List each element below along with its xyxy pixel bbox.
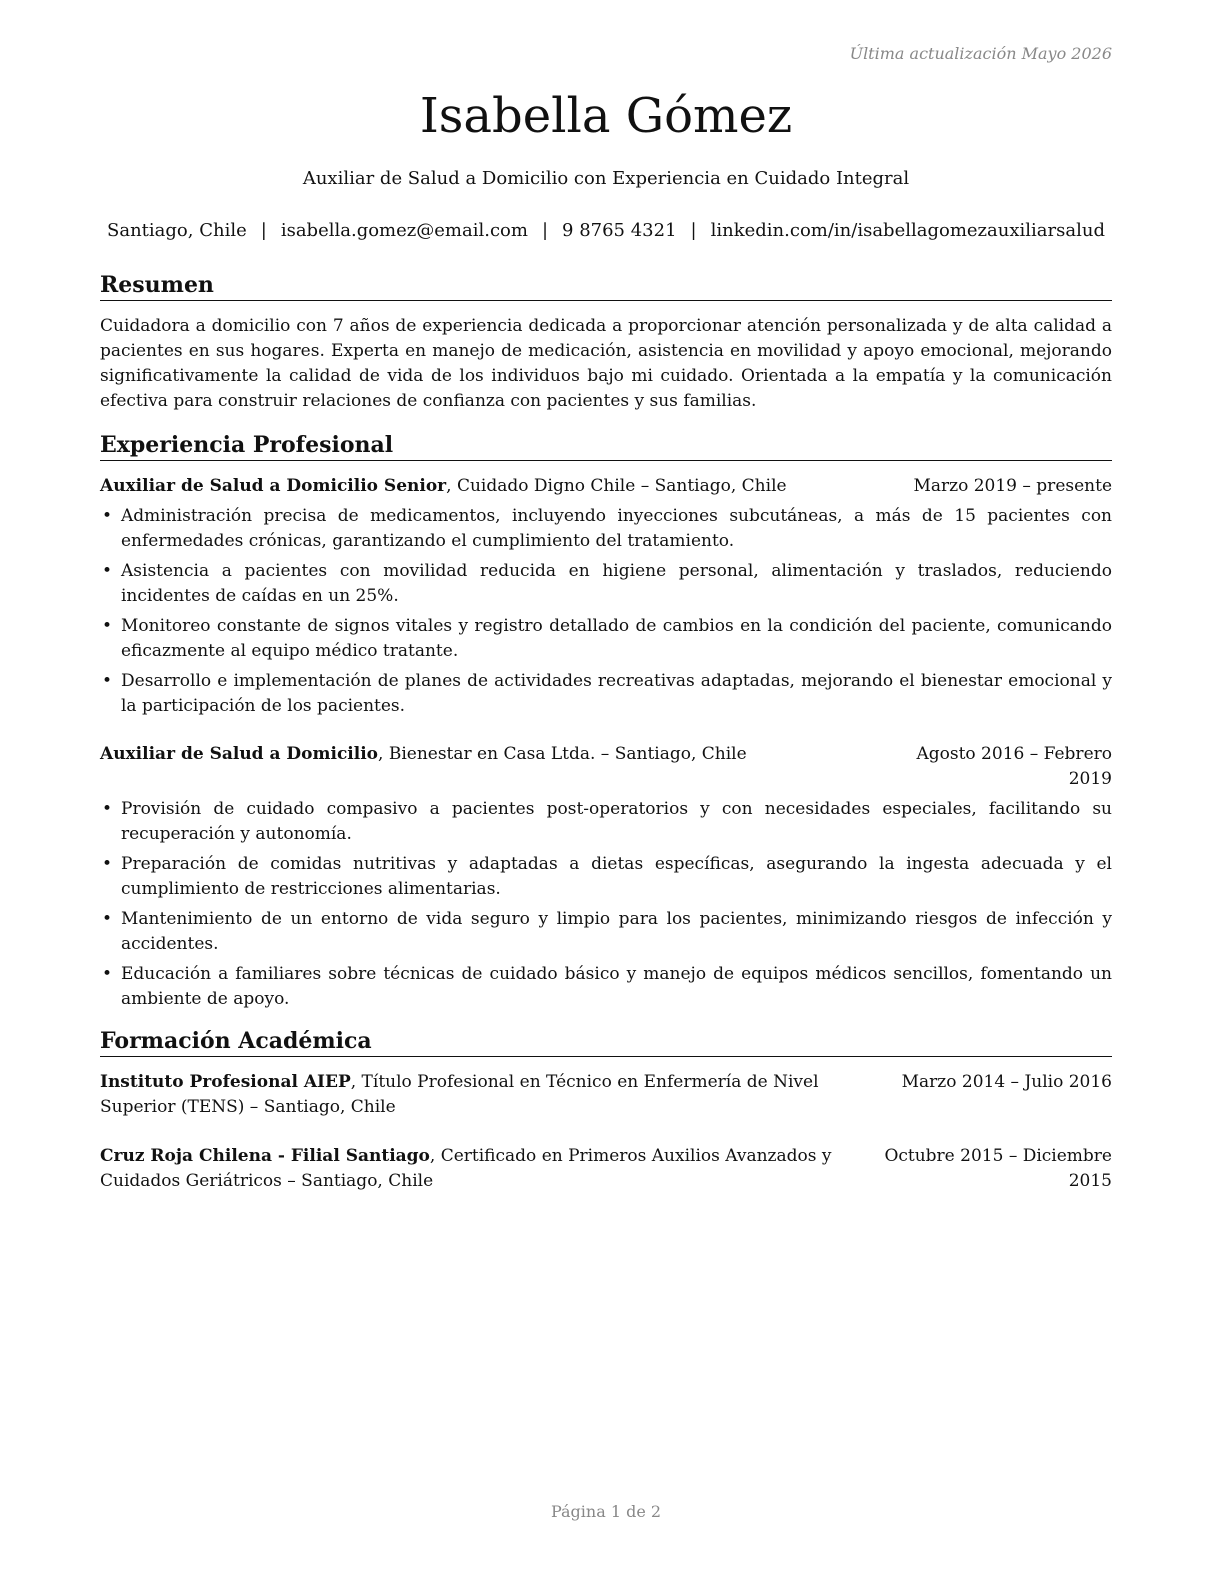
- list-item: • Provisión de cuidado compasivo a pacientes post-operatorios y con necesidades especiales, facilitando su recuperación y autonomía.: [100, 797, 1112, 847]
- education-item: [100, 1144, 1112, 1194]
- job-role: Auxiliar de Salud a Domicilio: [100, 744, 379, 764]
- contact-phone: 9 8765 4321: [562, 220, 677, 241]
- education-institution: Cruz Roja Chilena - Filial Santiago: [100, 1146, 430, 1166]
- list-item: • Mantenimiento de un entorno de vida seguro y limpio para los pacientes, minimizando riesgos de infección y accidentes.: [100, 907, 1112, 957]
- job-date: Agosto 2016 – Febrero 2019: [916, 744, 1112, 789]
- job-role: Auxiliar de Salud a Domicilio Senior: [100, 476, 447, 496]
- contact-separator: |: [260, 220, 267, 241]
- contact-line: [100, 220, 1112, 241]
- list-item: • Educación a familiares sobre técnicas de cuidado básico y manejo de equipos médicos sencillos, fomentando un ambiente de apoyo.: [100, 962, 1112, 1012]
- job-title-line: [100, 474, 787, 499]
- job-company: , Cuidado Digno Chile – Santiago, Chile: [446, 476, 787, 496]
- contact-separator: |: [541, 220, 549, 241]
- job-title-line: [100, 742, 747, 767]
- education-date: Octubre 2015 – Diciembre 2015: [872, 1144, 1112, 1194]
- job-date: Marzo 2019 – presente: [913, 476, 1112, 496]
- job-bullets: [100, 504, 1112, 724]
- page-number: Página 1 de 2: [550, 1502, 662, 1521]
- summary-text: Cuidadora a domicilio con 7 años de experiencia dedicada a proporcionar atención personalizada y de alta calidad a pacientes en sus hogares. Experta en manejo de medicación, asistencia en movilidad y apoyo emocional, mejorando significativamente la calidad de vida de los individuos bajo mi cuidado. Orientada a la empatía y la comunicación efectiva para construir relaciones de confianza con pacientes y sus familias.: [100, 316, 1112, 411]
- contact-location: Santiago, Chile: [107, 220, 247, 241]
- contact-linkedin[interactable]: linkedin.com/in/isabellagomezauxiliarsalud: [710, 220, 1105, 241]
- list-item: • Desarrollo e implementación de planes de actividades recreativas adaptadas, mejorando el bienestar emocional y la participación de los pacientes.: [100, 669, 1112, 719]
- education-item: [100, 1070, 1112, 1120]
- candidate-name: Isabella Gómez: [419, 88, 793, 144]
- job-bullets: [100, 797, 1112, 1017]
- list-item: • Preparación de comidas nutritivas y adaptadas a dietas específicas, asegurando la ingesta adecuada y el cumplimiento de restricciones alimentarias.: [100, 852, 1112, 902]
- contact-email[interactable]: isabella.gomez@email.com: [280, 220, 528, 241]
- last-updated: Última actualización Mayo 2026: [849, 44, 1112, 63]
- list-item: • Monitoreo constante de signos vitales y registro detallado de cambios en la condición del paciente, comunicando eficazmente al equipo médico tratante.: [100, 614, 1112, 664]
- education-date: Marzo 2014 – Julio 2016: [902, 1070, 1112, 1095]
- section-title-experience: Experiencia Profesional: [100, 432, 1112, 461]
- candidate-tagline: Auxiliar de Salud a Domicilio con Experiencia en Cuidado Integral: [302, 168, 910, 189]
- list-item: • Administración precisa de medicamentos, incluyendo inyecciones subcutáneas, a más de 15 pacientes con enfermedades crónicas, garantizando el cumplimiento del tratamiento.: [100, 504, 1112, 554]
- job-header: [100, 474, 1112, 499]
- section-title-summary: Resumen: [100, 272, 1112, 301]
- job-company: , Bienestar en Casa Ltda. – Santiago, Chile: [378, 744, 747, 764]
- list-item: • Asistencia a pacientes con movilidad reducida en higiene personal, alimentación y traslados, reduciendo incidentes de caídas en un 25%.: [100, 559, 1112, 609]
- contact-separator: |: [690, 220, 697, 241]
- education-institution: Instituto Profesional AIEP: [100, 1072, 351, 1092]
- section-title-education: Formación Académica: [100, 1028, 1112, 1057]
- job-header: [100, 742, 1112, 789]
- education-detail: , Certificado en Primeros Auxilios Avanzados y Cuidados Geriátricos – Santiago, Chile: [100, 1146, 832, 1191]
- education-detail: , Título Profesional en Técnico en Enfermería de Nivel Superior (TENS) – Santiago, Chile: [100, 1072, 819, 1117]
